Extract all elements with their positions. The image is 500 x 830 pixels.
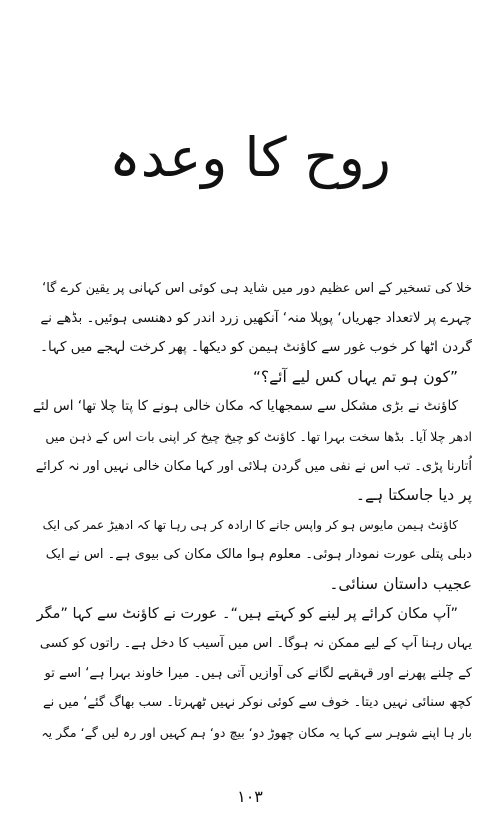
text-line: کاؤنٹ نے بڑی مشکل سے سمجھایا کہ مکان خالی ہونے کا پتا چلا تھا‘ اس لئے: [32, 398, 458, 415]
text-line: ”آپ مکان کرائے پر لینے کو کہتے ہیں“۔ عورت نے کاؤنٹ سے کہا ”مگر: [36, 605, 458, 622]
text-line: خلا کی تسخیر کے اس عظیم دور میں شاید ہی کوئی اس کہانی پر یقین کرے گا‘: [42, 281, 472, 296]
text-line: چہرے پر لاتعداد جھریاں‘ پوپلا منہ‘ آنکھیں زرد اندر کو دھنسی ہوئیں۔ بڈھے نے: [40, 309, 472, 326]
text-line: دبلی پتلی عورت نمودار ہوئی۔ معلوم ہوا مالک مکان کی بیوی ہے۔ اس نے ایک: [45, 547, 472, 563]
text-line: کچھ سنائی نہیں دیتا۔ خوف سے کوئی نوکر نہیں ٹھہرتا۔ سب بھاگ گئے‘ میں نے: [42, 695, 472, 711]
text-line: گردن اٹھا کر خوب غور سے کاؤنٹ ہیمن کو دیکھا۔ پھر کرخت لہجے میں کہا۔: [40, 339, 472, 356]
page-number: ۱۰۳: [237, 787, 263, 806]
text-line: ”کون ہو تم یہاں کس لیے آئے؟“: [252, 367, 458, 386]
text-line: اُتارنا پڑی۔ تب اس نے نفی میں گردن ہلائی اور کہا مکان خالی نہیں اور نہ کرائے: [35, 458, 472, 474]
text-line: کے چلنے پھرنے اور قہقہے لگانے کی آوازیں آتی ہیں۔ میرا خاوند بہرا ہے‘ اسے تو: [44, 665, 472, 681]
text-line: کاؤنٹ ہیمن مایوس ہو کر واپس جانے کا ارادہ کر ہی رہا تھا کہ ادھیڑ عمر کی ایک: [42, 517, 458, 532]
text-line: بار ہا اپنے شوہر سے کہا یہ مکان چھوڑ دو‘ بیچ دو‘ ہم کہیں اور رہ لیں گے‘ مگر یہ: [41, 724, 472, 740]
text-line: عجیب داستان سنائی۔: [329, 574, 472, 593]
chapter-title: روح کا وعدہ: [109, 126, 391, 189]
text-line: یہاں رہنا آپ کے لیے ممکن نہ ہوگا۔ اس میں آسیب کا دخل ہے۔ راتوں کو کسی: [39, 636, 472, 652]
body-text: [32, 274, 472, 748]
text-line: ادھر چلا آیا۔ بڈھا سخت بہرا تھا۔ کاؤنٹ کو چیخ چیخ کر اپنی بات اس کے ذہن میں: [45, 428, 472, 444]
text-line: پر دیا جاسکتا ہے۔: [355, 486, 472, 505]
